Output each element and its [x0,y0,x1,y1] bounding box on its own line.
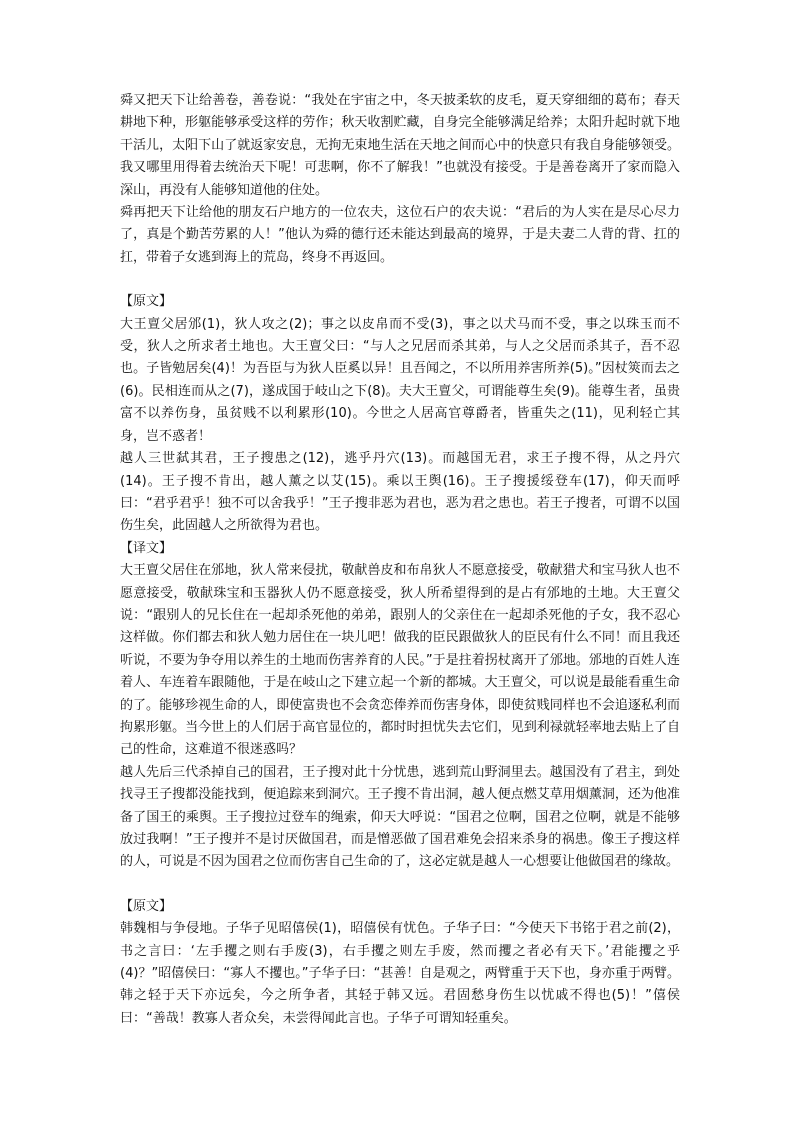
section-spacer [120,874,680,896]
original-paragraph-prince-sou: 越人三世弑其君，王子搜患之(12)，逃乎丹穴(13)。而越国无君，求王子搜不得，从之丹穴(14)。王子搜不肯出，越人薰之以艾(15)。乘以王舆(16)。王子搜援绥登车(17)，仰天而呼曰：“君乎君乎！独不可以舍我乎！”王子搜非恶为君也，恶为君之患也。若王子搜者，可谓不以国伤生矣，此固越人之所欲得为君也。 [120,451,680,534]
translation-paragraph-prince-sou: 越人先后三代杀掉自己的国君，王子搜对此十分忧患，逃到荒山野洞里去。越国没有了君主，到处找寻王子搜都没能找到，便追踪来到洞穴。王子搜不肯出洞，越人便点燃艾草用烟薰洞，还为他准备了国王的乘舆。王子搜拉过登车的绳索，仰天大呼说：“国君之位啊，国君之位啊，就是不能够放过我啊！”王子搜并不是讨厌做国君，而是憎恶做了国君难免会招来杀身的祸患。像王子搜这样的人，可说是不因为国君之位而伤害自己生命的了，这必定就是越人一心想要让他做国君的缘故。 [120,764,680,870]
heading-translation: 【译文】 [120,540,173,556]
translation-paragraph-dan-fu: 大王亶父居住在邠地，狄人常来侵扰，敬献兽皮和布帛狄人不愿意接受，敬献猎犬和宝马狄人也不愿意接受，敬献珠宝和玉器狄人仍不愿意接受，狄人所希望得到的是占有邠地的土地。大王亶父说：“跟别人的兄长住在一起却杀死他的弟弟，跟别人的父亲住在一起却杀死他的子女，我不忍心这样做。你们都去和狄人勉力居住在一块儿吧！做我的臣民跟做狄人的臣民有什么不同！而且我还听说，不要为争夺用以养生的土地而伤害养育的人民。”于是拄着拐杖离开了邠地。邠地的百姓人连着人、车连着车跟随他，于是在岐山之下建立起一个新的都城。大王亶父，可以说是最能看重生命的了。能够珍视生命的人，即使富贵也不会贪恋俸养而伤害身体，即使贫贱同样也不会追逐私利而拘累形躯。当今世上的人们居于高官显位的，都时时担忧失去它们，见到利禄就轻率地去贴上了自己的性命，这难道不很迷惑吗？ [120,563,680,758]
original-paragraph-zi-hua-zi: 韩魏相与争侵地。子华子见昭僖侯(1)，昭僖侯有忧色。子华子曰：“今使天下书铭于君之前(2)，书之言曰：‘左手攫之则右手废(3)，右手攫之则左手废，然而攫之者必有天下。’君能攫之乎(4)？”昭僖侯曰：“寡人不攫也。”子华子曰：“甚善！自是观之，两臂重于天下也，身亦重于两臂。韩之轻于天下亦远矣，今之所争者，其轻于韩又远。君固愁身伤生以忧戚不得也(5)！”僖侯曰：“善哉！教寡人者众矣，未尝得闻此言也。子华子可谓知轻重矣。 [120,921,680,1026]
section-spacer [120,269,680,291]
heading-original-text: 【原文】 [120,898,173,914]
paragraph-shan-juan: 舜又把天下让给善卷，善卷说：“我处在宇宙之中，冬天披柔软的皮毛，夏天穿细细的葛布；春天耕地下种，形躯能够承受这样的劳作；秋天收割贮藏，自身完全能够满足给养；太阳升起时就下地干活儿，太阳下山了就返家安息，无拘无束地生活在天地之间而心中的快意只有我自身能够领受。我又哪里用得着去统治天下呢！可悲啊，你不了解我！”也就没有接受。于是善卷离开了家而隐入深山，再没有人能够知道他的住处。 [120,93,680,198]
paragraph-shi-hu-farmer: 舜再把天下让给他的朋友石户地方的一位农夫，这位石户的农夫说：“君后的为人实在是尽心尽力了，真是个勤苦劳累的人！”他认为舜的德行还未能达到最高的境界，于是夫妻二人背的背、扛的扛，带着子女逃到海上的荒岛，终身不再返回。 [120,205,680,265]
heading-original-text: 【原文】 [120,294,173,310]
document-page [120,90,680,1030]
original-paragraph-dan-fu: 大王亶父居邠(1)，狄人攻之(2)；事之以皮帛而不受(3)，事之以犬马而不受，事之以珠玉而不受，狄人之所求者土地也。大王亶父曰：“与人之兄居而杀其弟，与人之父居而杀其子，吾不忍也。子皆勉居矣(4)！为吾臣与为狄人臣奚以异！且吾闻之，不以所用养害所养(5)。”因杖筴而去之(6)。民相连而从之(7)，遂成国于岐山之下(8)。夫大王亶父，可谓能尊生矣(9)。能尊生者，虽贵富不以养伤身，虽贫贱不以利累形(10)。今世之人居高官尊爵者，皆重失之(11)，见利轻亡其身，岂不惑者！ [120,316,680,444]
